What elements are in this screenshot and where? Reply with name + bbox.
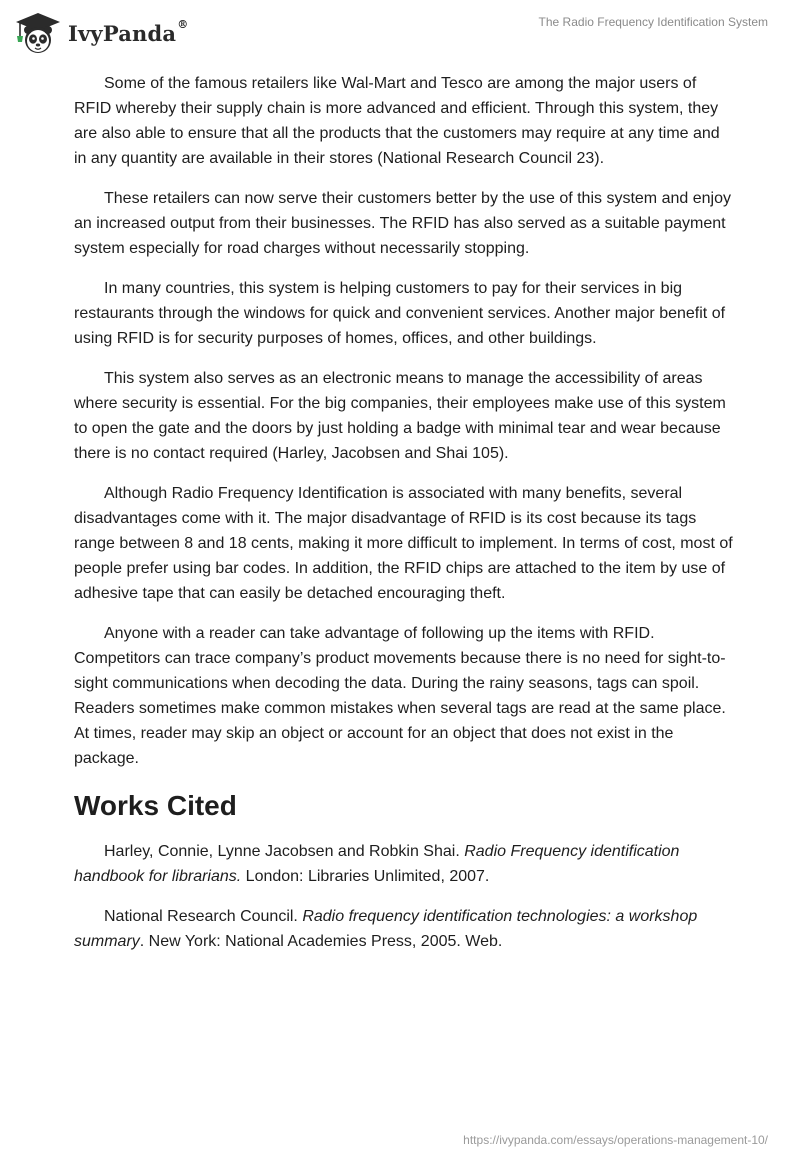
citation-entry: [74, 839, 734, 889]
body-paragraph: This system also serves as an electronic means to manage the accessibility of areas where security is essential. For the big companies, their employees make use of this system to open the gate and the doors by just holding a badge with minimal tear and wear because there is no contact required (Harley, Jacobsen and Shai 105).: [74, 370, 726, 462]
citation-authors: National Research Council.: [104, 908, 303, 925]
body-paragraph: Some of the famous retailers like Wal-Mart and Tesco are among the major users of RFID whereby their supply chain is more advanced and efficient. Through this system, they are also able to ensure that all the products that the customers may require at any time and in any quantity are available in their stores (National Research Council 23).: [74, 75, 720, 167]
body-paragraph: In many countries, this system is helping customers to pay for their services in big restaurants through the windows for quick and convenient services. Another major benefit of using RFID is for security purposes of homes, offices, and other buildings.: [74, 280, 726, 347]
logo-wordmark: IvyPanda®: [68, 17, 189, 46]
citation-authors: Harley, Connie, Lynne Jacobsen and Robkin Shai.: [104, 843, 465, 860]
source-url-link[interactable]: https://ivypanda.com/essays/operations-management-10/: [463, 1133, 768, 1147]
essay-content: [74, 71, 734, 969]
page-header: [0, 0, 800, 64]
body-paragraph: Although Radio Frequency Identification is associated with many benefits, several disadvantages come with it. The major disadvantage of RFID is its cost because its tags range between 8 and 18 cents, making it more difficult to implement. In terms of cost, most of people prefer using bar codes. In addition, the RFID chips are attached to the item by use of adhesive tape that can easily be detached encouraging theft.: [74, 485, 733, 602]
panda-logo-icon: [14, 10, 62, 56]
document-title: The Radio Frequency Identification System: [538, 15, 768, 29]
ivypanda-logo[interactable]: [14, 10, 188, 56]
body-paragraph: Anyone with a reader can take advantage of following up the items with RFID. Competitors can trace company’s product movements because there is no need for sight-to-sight communications when decoding the data. During the rainy seasons, tags can spoil. Readers sometimes make common mistakes when several tags are read at the same place. At times, reader may skip an object or account for an object that does not exist in the package.: [74, 625, 726, 767]
works-cited-heading: Works Cited: [74, 790, 237, 821]
citation-title: Radio Frequency identification handbook for librarians.: [74, 843, 680, 885]
citation-publication: London: Libraries Unlimited, 2007.: [241, 868, 490, 885]
citation-publication: . New York: National Academies Press, 2005. Web.: [139, 933, 503, 950]
citation-title: Radio frequency identification technologies: a workshop summary: [74, 908, 698, 950]
citation-entry: [74, 904, 734, 954]
body-paragraph: These retailers can now serve their customers better by the use of this system and enjoy an increased output from their businesses. The RFID has also served as a suitable payment system especially for road charges without necessarily stopping.: [74, 190, 731, 257]
